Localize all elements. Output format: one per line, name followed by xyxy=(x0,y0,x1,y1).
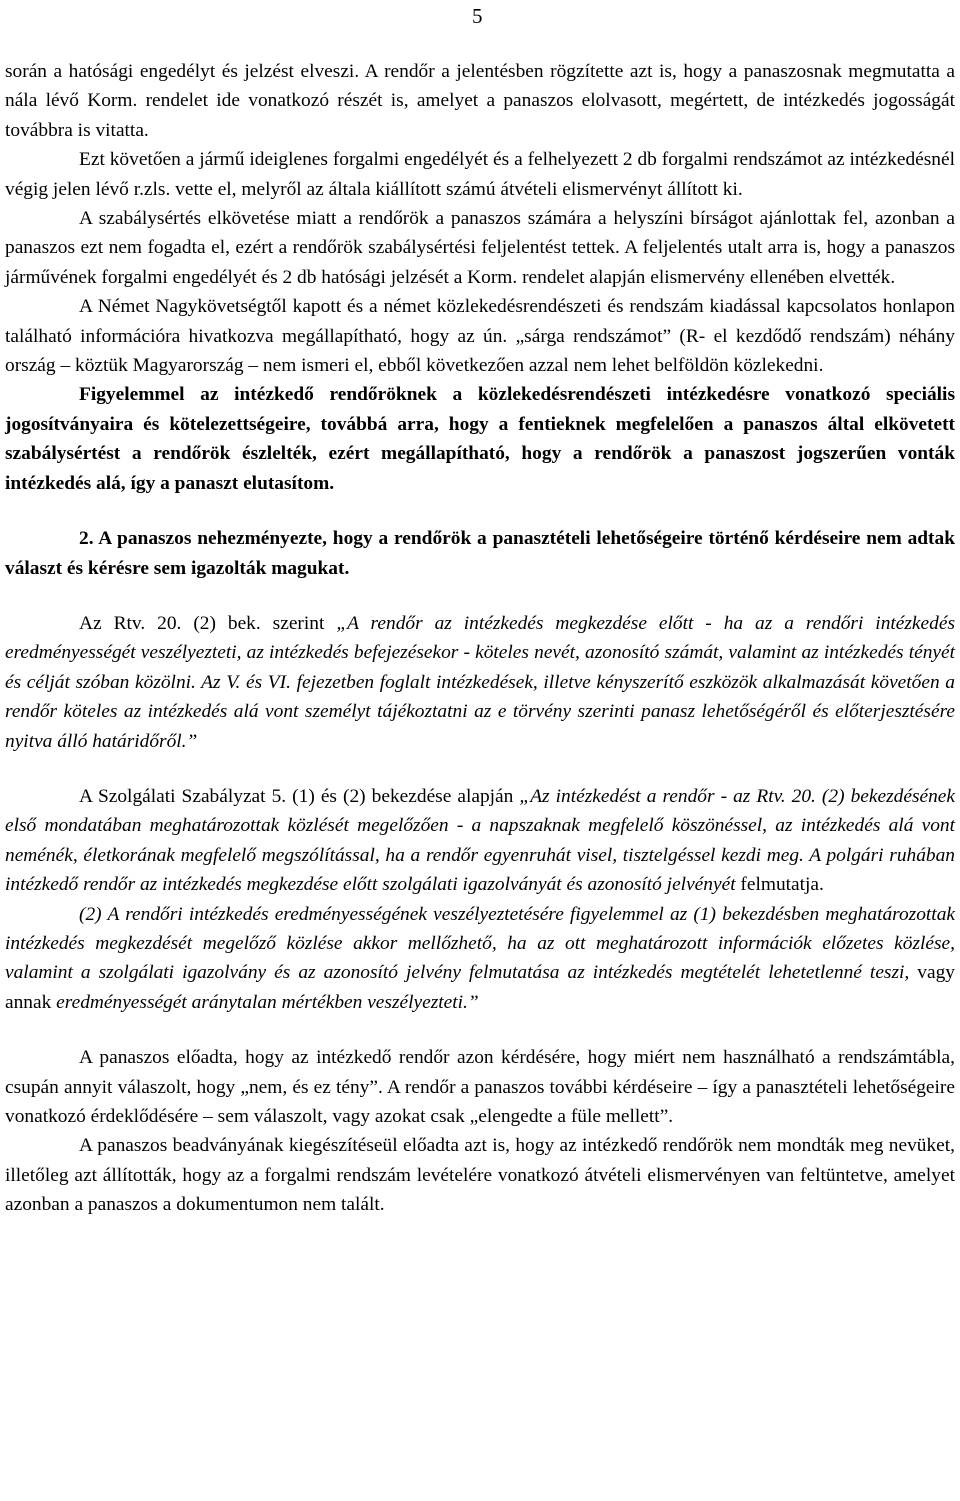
paragraph-2: Ezt követően a jármű ideiglenes forgalmi engedélyét és a felhelyezett 2 db forgalmi rendszámot az intézkedésnél végig jelen lévő r.zls. vette el, melyről az általa kiállított számú átvételi elismervényt állított ki. xyxy=(5,149,955,200)
paragraph-szolgalati xyxy=(5,782,955,900)
paragraph-4: A Német Nagykövetségtől kapott és a német közlekedésrendészeti és rendszám kiadással kapcsolatos honlapon található információra hivatkozva megállapítható, hogy az ún. „sárga rendszámot” (R- el kezdődő rendszám) néhány ország – köztük Magyarország – nem ismeri el, ebből következően azzal nem lehet belföldön közlekedni. xyxy=(5,296,955,377)
quote-text: (2) A rendőri intézkedés eredményességének veszélyeztetésére figyelemmel az (1) bekezdésben meghatározottak intézkedés megkezdését megelőző közlése akkor mellőzhető, ha az ott meghatározott információk előzetes közlése, valamint a szolgálati igazolvány és az azonosító jelvény felmutatása az intézkedés megtételét lehetetlenné teszi, xyxy=(5,903,955,984)
paragraph-rtv-quote xyxy=(5,609,955,756)
section-heading-2: 2. A panaszos nehezményezte, hogy a rendőrök a panasztételi lehetőségeire történő kérdéseire nem adtak választ és kérésre sem igazolták magukat. xyxy=(5,528,955,579)
paragraph-kiegeszites: A panaszos beadványának kiegészítéseül előadta azt is, hogy az intézkedő rendőrök nem mondták meg nevüket, illetőleg azt állították, hogy az a forgalmi rendszám levételére vonatkozó átvételi elismervényen van feltüntetve, amelyet azonban a panaszos a dokumentumon nem talált. xyxy=(5,1135,955,1216)
page-number: 5 xyxy=(472,4,483,28)
quote-tail: felmutatja. xyxy=(735,874,824,896)
paragraph-conclusion: Figyelemmel az intézkedő rendőröknek a közlekedésrendészeti intézkedésre vonatkozó speciális jogosítványaira és kötelezettségeire, továbbá arra, hogy a fentieknek megfelelően a panaszos által elkövetett szabálysértést a rendőrök észlelték, ezért megállapítható, hogy a rendőrök a panaszost jogszerűen vonták intézkedés alá, így a panaszt elutasítom. xyxy=(5,384,955,494)
paragraph-szolgalati-2 xyxy=(5,900,955,1018)
quote-tail: vagy annak xyxy=(5,962,956,1013)
paragraph-panaszos-eloadta: A panaszos előadta, hogy az intézkedő rendőr azon kérdésére, hogy miért nem használható a rendszámtábla, csupán annyit válaszolt, hogy „nem, és ez tény”. A rendőr a panaszos további kérdéseire – így a panasztételi lehetőségeire vonatkozó érdeklődésére – sem válaszolt, vagy azokat csak „elengedte a füle mellett”. xyxy=(5,1047,955,1127)
paragraph-3: A szabálysértés elkövetése miatt a rendőrök a panaszos számára a helyszíni bírságot ajánlottak fel, azonban a panaszos ezt nem fogadta el, ezért a rendőrök szabálysértési feljelentést tettek. A feljelentés utalt arra is, hogy a panaszos járművének forgalmi engedélyét és 2 db hatósági jelzését a Korm. rendelet alapján elismervény ellenében elvették. xyxy=(5,208,955,288)
quote-text-2: eredményességét aránytalan mértékben veszélyezteti.” xyxy=(56,991,479,1013)
paragraph-1: során a hatósági engedélyt és jelzést elveszi. A rendőr a jelentésben rögzítette azt is, hogy a panaszosnak megmutatta a nála lévő Korm. rendelet ide vonatkozó részét is, amelyet a panaszos elolvasott, megértett, de intézkedés jogosságát továbbra is vitatta. xyxy=(5,61,955,141)
quote-lead: Az Rtv. 20. (2) bek. szerint xyxy=(79,612,337,634)
quote-lead: A Szolgálati Szabályzat 5. (1) és (2) bekezdése alapján xyxy=(79,785,520,807)
quote-text: „A rendőr az intézkedés megkezdése előtt - ha az a rendőri intézkedés eredményességét veszélyezteti, az intézkedés befejezésekor - köteles nevét, azonosító számát, valamint az intézkedés tényét és célját szóban közölni. Az V. és VI. fejezetben foglalt intézkedések, illetve kényszerítő eszközök alkalmazását követően a rendőr köteles az intézkedés alá vont személyt tájékoztatni az e törvény szerinti panasz lehetőségéről és előterjesztésére nyitva álló határidőről.” xyxy=(5,612,955,752)
document-body xyxy=(5,57,955,1220)
quote-text: „Az intézkedést a rendőr - az Rtv. 20. (2) bekezdésének első mondatában meghatározottak közlését megelőzően - a napszaknak megfelelő köszönéssel, az intézkedés alá vont neménék, életkorának megfelelő megszólítással, ha a rendőr egyenruhát visel, tisztelgéssel kezdi meg. A polgári ruhában intézkedő rendőr az intézkedés megkezdése előtt szolgálati igazolványát és azonosító jelvényét xyxy=(5,785,955,896)
